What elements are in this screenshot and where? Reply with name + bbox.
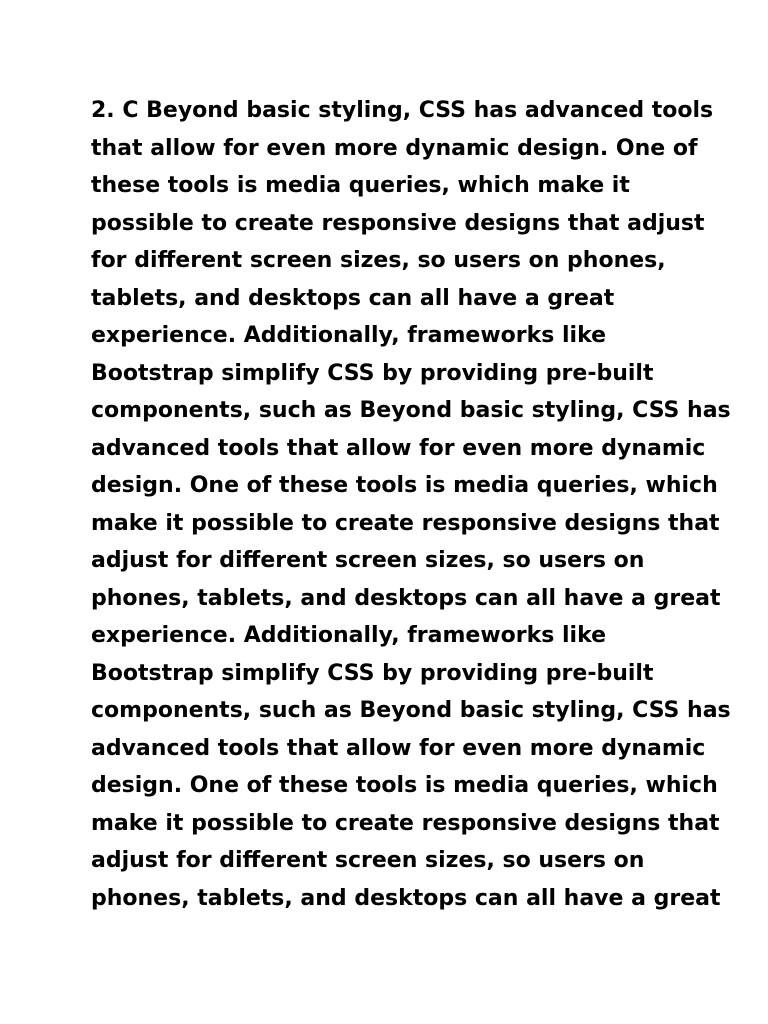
text-line: these tools is media queries, which make it xyxy=(91,173,630,198)
text-line: 2. C Beyond basic styling, CSS has advanced tools xyxy=(91,98,714,123)
text-line: phones, tablets, and desktops can all have a great xyxy=(91,885,721,911)
text-line: adjust for different screen sizes, so users on xyxy=(91,848,645,873)
text-line: Bootstrap simplify CSS by providing pre-built xyxy=(91,360,654,386)
text-line: components, such as Beyond basic styling, CSS has xyxy=(91,698,731,723)
text-line: tablets, and desktops can all have a great xyxy=(91,285,615,311)
text-line: advanced tools that allow for even more dynamic xyxy=(91,735,706,761)
text-line: experience. Additionally, frameworks like xyxy=(91,323,607,348)
text-line: phones, tablets, and desktops can all have a great xyxy=(91,585,721,611)
text-line: Bootstrap simplify CSS by providing pre-built xyxy=(91,660,654,686)
text-line: components, such as Beyond basic styling, CSS has xyxy=(91,398,731,423)
text-line: for different screen sizes, so users on phones, xyxy=(91,248,666,273)
text-line: that allow for even more dynamic design. One of xyxy=(91,135,698,161)
body-paragraph xyxy=(91,92,731,917)
text-line: advanced tools that allow for even more dynamic xyxy=(91,435,706,461)
text-line: make it possible to create responsive designs that xyxy=(91,810,720,836)
text-line: design. One of these tools is media queries, which xyxy=(91,473,718,498)
text-line: experience. Additionally, frameworks like xyxy=(91,623,607,648)
text-line: design. One of these tools is media queries, which xyxy=(91,773,718,798)
text-line: possible to create responsive designs that adjust xyxy=(91,210,705,236)
text-line: make it possible to create responsive designs that xyxy=(91,510,720,536)
text-line: adjust for different screen sizes, so users on xyxy=(91,548,645,573)
